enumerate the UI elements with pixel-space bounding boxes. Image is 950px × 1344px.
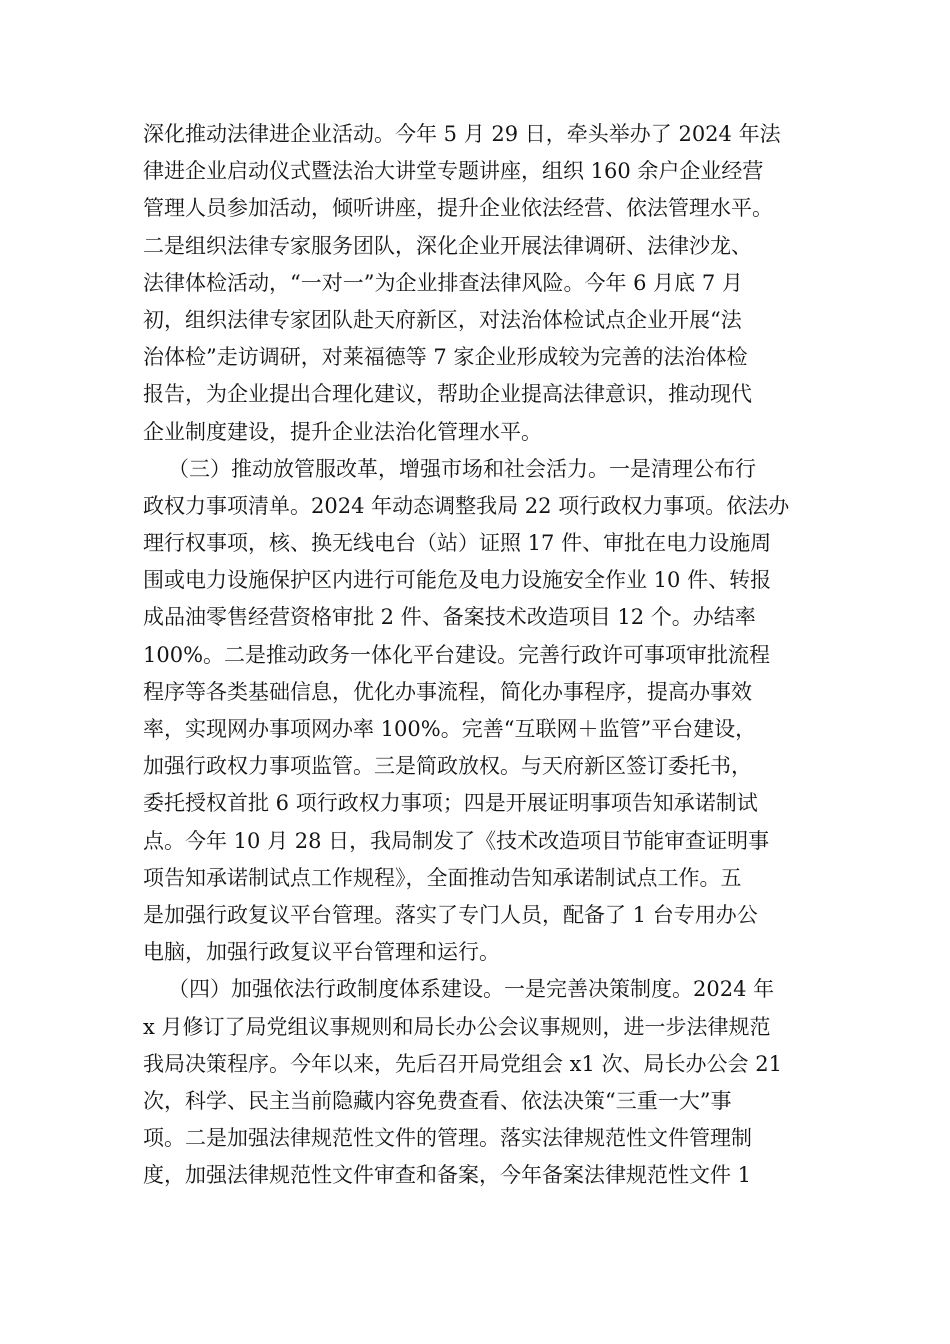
text-line: 次，科学、民主当前隐藏内容免费查看、依法决策“三重一大”事 (143, 1088, 732, 1113)
text-line: 围或电力设施保护区内进行可能危及电力设施安全作业 10 件、转报 (143, 568, 772, 593)
text-line: 理行权事项，核、换无线电台（站）证照 17 件、审批在电力设施周 (143, 531, 772, 556)
text-line: 是加强行政复议平台管理。落实了专门人员，配备了 1 台专用办公 (143, 902, 758, 927)
text-line: 政权力事项清单。2024 年动态调整我局 22 项行政权力事项。依法办 (143, 493, 790, 518)
text-line: 项告知承诺制试点工作规程》，全面推动告知承诺制试点工作。五 (143, 865, 742, 890)
text-line: 治体检”走访调研，对莱福德等 7 家企业形成较为完善的法治体检 (143, 345, 748, 370)
text-line: 初，组织法律专家团队赴天府新区，对法治体检试点企业开展“法 (143, 307, 742, 332)
text-line: 企业制度建设，提升企业法治化管理水平。 (143, 419, 542, 444)
section-heading-line: （四）加强依法行政制度体系建设。一是完善决策制度。2024 年 (168, 977, 775, 1002)
text-line: 成品油零售经营资格审批 2 件、备案技术改造项目 12 个。办结率 (143, 605, 756, 630)
text-line: x 月修订了局党组议事规则和局长办公会议事规则，进一步法律规范 (143, 1014, 771, 1039)
text-line: 加强行政权力事项监管。三是简政放权。与天府新区签订委托书， (143, 754, 752, 779)
text-line: 法律体检活动，“一对一”为企业排查法律风险。今年 6 月底 7 月 (143, 270, 743, 295)
text-line: 律进企业启动仪式暨法治大讲堂专题讲座，组织 160 余户企业经营 (143, 159, 764, 184)
document-body (143, 116, 817, 1194)
text-line: 我局决策程序。今年以来，先后召开局党组会 x1 次、局长办公会 21 (143, 1051, 782, 1076)
text-line: 率，实现网办事项网办率 100%。完善“互联网＋监管”平台建设， (143, 717, 757, 741)
section-heading-line: （三）推动放管服改革，增强市场和社会活力。一是清理公布行 (168, 456, 756, 481)
text-line: 电脑，加强行政复议平台管理和运行。 (143, 940, 500, 965)
text-line: 委托授权首批 6 项行政权力事项；四是开展证明事项告知承诺制试 (143, 791, 758, 816)
text-line: 二是组织法律专家服务团队，深化企业开展法律调研、法律沙龙、 (143, 233, 752, 258)
text-line: 报告，为企业提出合理化建议，帮助企业提高法律意识，推动现代 (143, 382, 752, 407)
text-line: 程序等各类基础信息，优化办事流程，简化办事程序，提高办事效 (143, 679, 752, 704)
text-line: 项。二是加强法律规范性文件的管理。落实法律规范性文件管理制 (143, 1126, 752, 1151)
text-line: 度，加强法律规范性文件审查和备案，今年备案法律规范性文件 1 (143, 1163, 752, 1188)
text-line: 100%。二是推动政务一体化平台建设。完善行政许可事项审批流程 (143, 642, 771, 667)
text-line: 深化推动法律进企业活动。今年 5 月 29 日，牵头举办了 2024 年法 (143, 122, 781, 146)
text-line: 管理人员参加活动，倾听讲座，提升企业依法经营、依法管理水平。 (143, 196, 773, 221)
text-line: 点。今年 10 月 28 日，我局制发了《技术改造项目节能审查证明事 (143, 828, 770, 853)
